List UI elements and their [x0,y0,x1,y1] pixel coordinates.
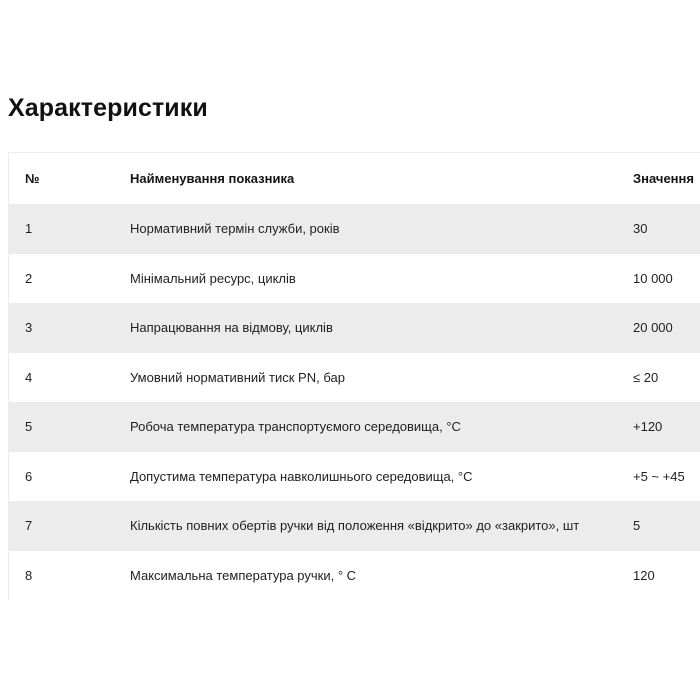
row-value: 30 [633,221,648,237]
row-value: 5 [633,518,641,534]
row-number: 8 [25,567,33,583]
row-value: +5 ~ +45 [633,468,685,484]
table-row [9,204,700,254]
row-name: Напрацювання на відмову, циклів [130,320,333,336]
row-number: 4 [25,369,33,385]
row-number: 7 [25,518,33,534]
row-name: Робоча температура транспортуємого середовища, °C [130,419,461,435]
table-row [9,452,700,502]
table-header-row [9,153,700,204]
row-value: 10 000 [633,270,673,286]
table-row [9,551,700,601]
row-number: 2 [25,270,33,286]
row-value: 20 000 [633,320,673,336]
header-name: Найменування показника [130,171,295,186]
row-name: Умовний нормативний тиск PN, бар [130,369,345,385]
row-name: Допустима температура навколишнього середовища, °C [130,468,473,484]
row-name: Нормативний термін служби, років [130,221,340,237]
characteristics-table [8,152,700,600]
row-number: 5 [25,419,33,435]
table-row [9,501,700,551]
table-row [9,402,700,452]
row-name: Максимальна температура ручки, ° C [130,567,357,583]
row-value: +120 [633,419,663,435]
header-value: Значення [633,171,694,186]
table-row [9,254,700,304]
table-row [9,353,700,403]
row-value: ≤ 20 [633,369,659,385]
row-value: 120 [633,567,655,583]
page-title: Характеристики [8,94,208,122]
row-number: 1 [25,221,33,237]
row-name: Мінімальний ресурс, циклів [130,270,296,286]
table-row [9,303,700,353]
header-number: № [25,171,40,186]
row-name: Кількість повних обертів ручки від положення «відкрито» до «закрито», шт [130,518,580,534]
row-number: 6 [25,468,33,484]
row-number: 3 [25,320,33,336]
